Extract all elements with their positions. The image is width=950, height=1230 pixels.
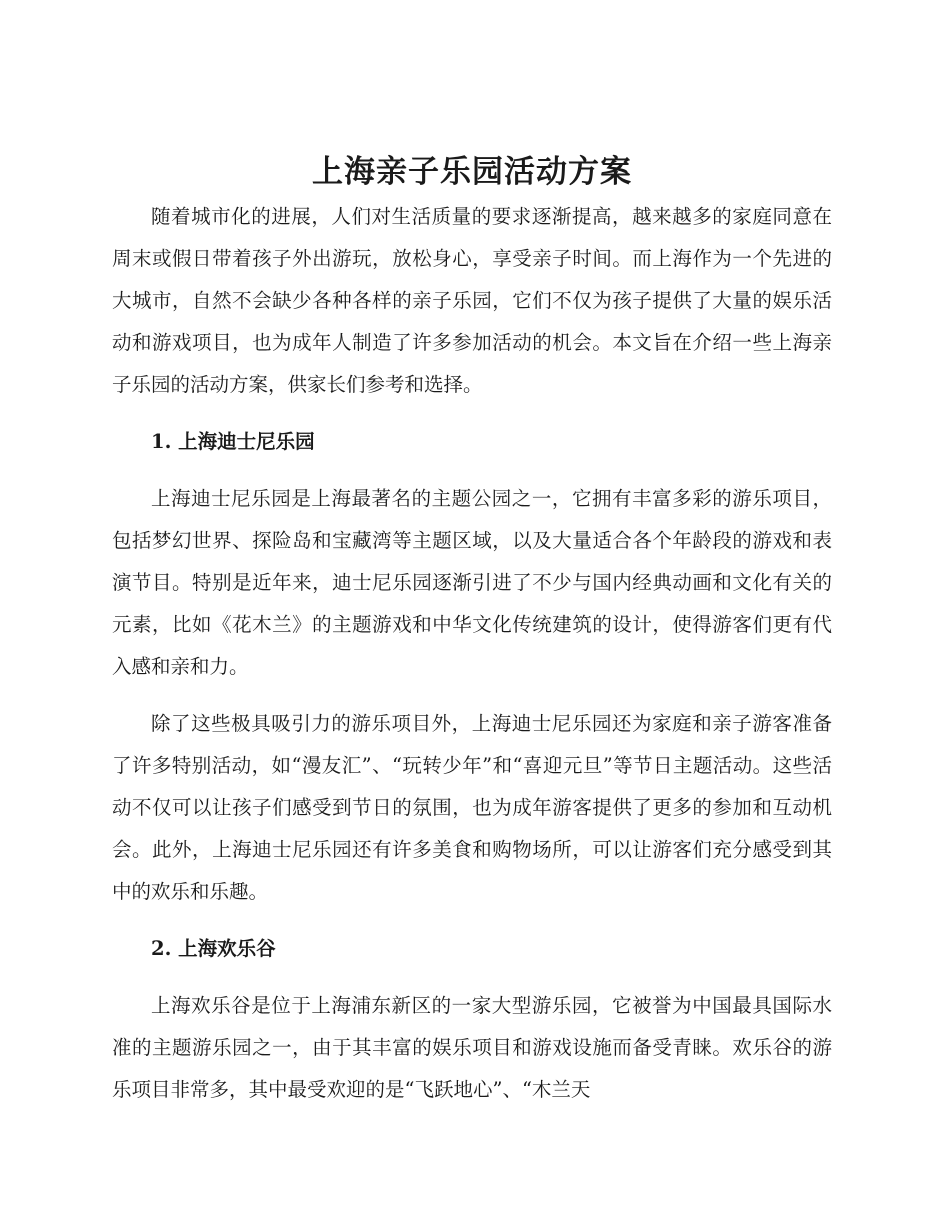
section-paragraph: 除了这些极具吸引力的游乐项目外，上海迪士尼乐园还为家庭和亲子游客准备了许多特别活动，如“漫友汇”、“玩转少年”和“喜迎元旦”等节日主题活动。这些活动不仅可以让孩子们感受到节日的氛围，也为成年游客提供了更多的参加和互动机会。此外，上海迪士尼乐园还有许多美食和购物场所，可以让游客们充分感受到其中的欢乐和乐趣。	[112, 712, 832, 903]
intro-paragraph: 随着城市化的进展，人们对生活质量的要求逐渐提高，越来越多的家庭同意在周末或假日带着孩子外出游玩，放松身心，享受亲子时间。而上海作为一个先进的大城市，自然不会缺少各种各样的亲子乐园，它们不仅为孩子提供了大量的娱乐活动和游戏项目，也为成年人制造了许多参加活动的机会。本文旨在介绍一些上海亲子乐园的活动方案，供家长们参考和选择。	[112, 205, 832, 396]
document-title: 上海亲子乐园活动方案	[312, 154, 632, 190]
section-paragraph: 上海欢乐谷是位于上海浦东新区的一家大型游乐园，它被誉为中国最具国际水准的主题游乐园之一，由于其丰富的娱乐项目和游戏设施而备受青睐。欢乐谷的游乐项目非常多，其中最受欢迎的是“飞跃地心”、“木兰天	[112, 994, 832, 1101]
document-page	[112, 150, 832, 1111]
section-heading-disney: 1. 上海迪士尼乐园	[151, 430, 315, 453]
section-paragraph: 上海迪士尼乐园是上海最著名的主题公园之一，它拥有丰富多彩的游乐项目，包括梦幻世界、探险岛和宝藏湾等主题区域，以及大量适合各个年龄段的游戏和表演节目。特别是近年来，迪士尼乐园逐渐引进了不少与国内经典动画和文化有关的元素，比如《花木兰》的主题游戏和中华文化传统建筑的设计，使得游客们更有代入感和亲和力。	[112, 487, 832, 678]
section-heading-happy-valley: 2. 上海欢乐谷	[151, 937, 276, 960]
